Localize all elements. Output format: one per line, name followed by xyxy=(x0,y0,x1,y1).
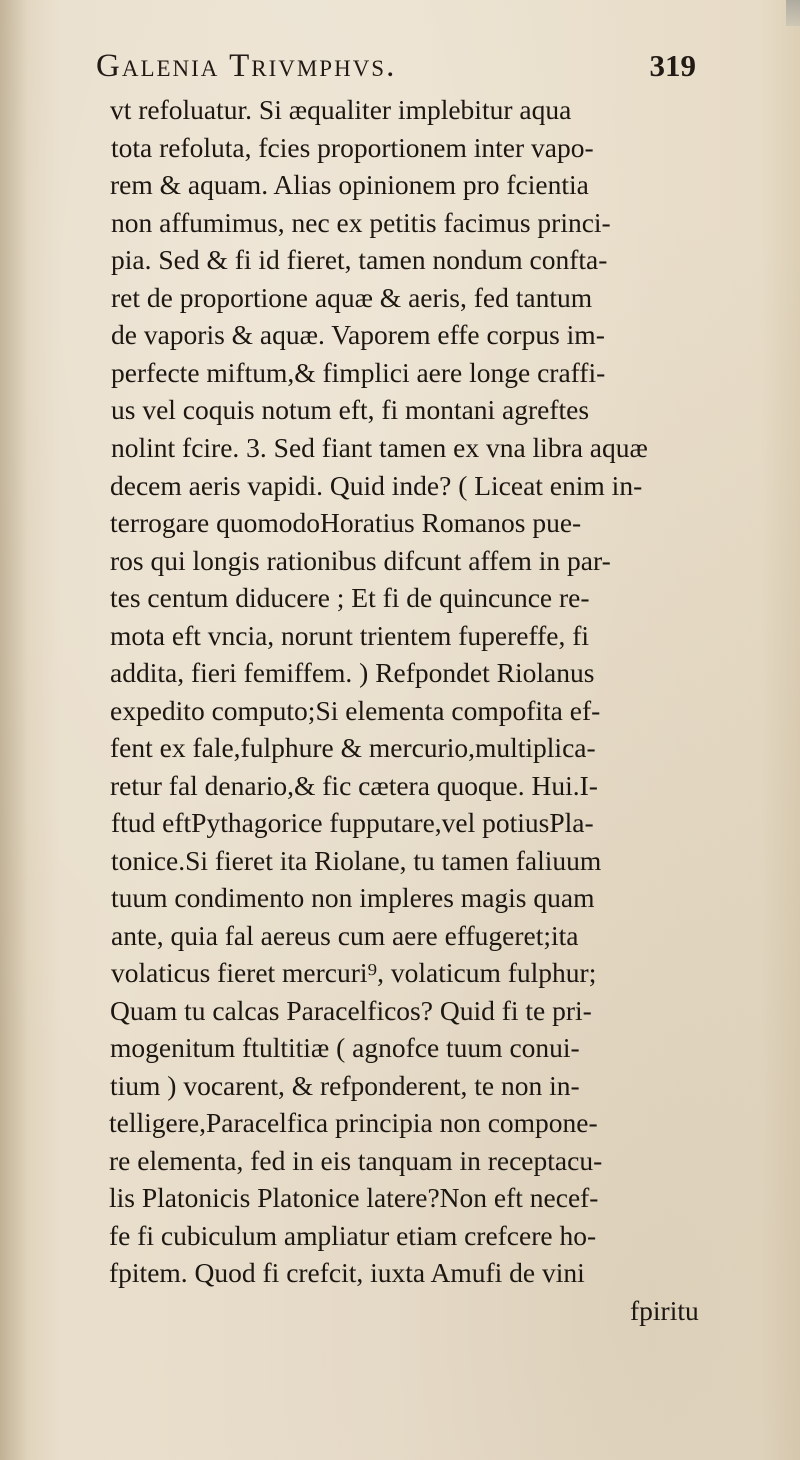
text-line: pia. Sed & fi id fieret, tamen nondum confta- xyxy=(111,244,608,275)
text-line: Quam tu calcas Paracelficos? Quid fi te pri- xyxy=(110,995,592,1026)
text-line: volaticus fieret mercuri⁹, volaticum fulphur; xyxy=(111,957,597,988)
text-line: vt refoluatur. Si æqualiter implebitur aqua xyxy=(110,94,572,125)
text-line: ret de proportione aquæ & aeris, fed tantum xyxy=(111,282,593,313)
text-line: ros qui longis rationibus difcunt affem in par- xyxy=(110,545,611,576)
text-line: non affumimus, nec ex petitis facimus princi- xyxy=(111,207,611,238)
text-line: re elementa, fed in eis tanquam in receptacu- xyxy=(109,1145,603,1176)
text-line: decem aeris vapidi. Quid inde? ( Liceat enim in- xyxy=(110,470,643,501)
text-line: perfecte miftum,& fimplici aere longe craffi- xyxy=(111,357,606,388)
text-line: us vel coquis notum eft, fi montani agreftes xyxy=(111,394,590,425)
text-line: ftud eftPythagorice fupputare,vel potiusPla- xyxy=(111,807,594,838)
text-line: tonice.Si fieret ita Riolane, tu tamen faliuum xyxy=(111,845,602,876)
text-line: tium ) vocarent, & refponderent, te non in- xyxy=(110,1070,580,1101)
text-line: addita, fieri femiffem. ) Refpondet Riolanus xyxy=(110,657,595,688)
text-line: tota refoluta, fcies proportionem inter vapo- xyxy=(111,132,594,163)
text-line: tuum condimento non impleres magis quam xyxy=(111,882,595,913)
text-line: mota eft vncia, norunt trientem fupereffe, fi xyxy=(110,620,590,651)
catchword: fpiritu xyxy=(630,1295,699,1326)
text-line: de vaporis & aquæ. Vaporem effe corpus im- xyxy=(111,319,605,350)
scan-corner-mark xyxy=(786,0,800,26)
gutter-shadow xyxy=(0,0,28,1460)
text-line: fent ex fale,fulphure & mercurio,multiplica- xyxy=(110,732,596,763)
text-line: ante, quia fal aereus cum aere effugeret;ita xyxy=(111,920,579,951)
page-number: 319 xyxy=(649,48,696,83)
text-line: expedito computo;Si elementa compofita ef- xyxy=(110,695,601,726)
text-line: fpitem. Quod fi crefcit, iuxta Amufi de vini xyxy=(109,1257,585,1288)
text-line: retur fal denario,& fic cætera quoque. Hui.I- xyxy=(110,770,598,801)
text-line: fe fi cubiculum ampliatur etiam crefcere ho- xyxy=(109,1220,597,1251)
text-line: tes centum diducere ; Et fi de quincunce re- xyxy=(110,582,590,613)
running-head xyxy=(96,48,696,88)
running-title: Galenia Trivmphvs. xyxy=(96,48,397,84)
text-line: rem & aquam. Alias opinionem pro fcientia xyxy=(110,169,589,200)
text-line: nolint fcire. 3. Sed fiant tamen ex vna libra aquæ xyxy=(111,432,648,463)
text-line: terrogare quomodoHoratius Romanos pue- xyxy=(110,507,582,538)
text-line: mogenitum ftultitiæ ( agnofce tuum conui- xyxy=(110,1032,580,1063)
text-line: lis Platonicis Platonice latere?Non eft necef- xyxy=(109,1182,599,1213)
text-line: telligere,Paracelfica principia non compone- xyxy=(109,1107,598,1138)
